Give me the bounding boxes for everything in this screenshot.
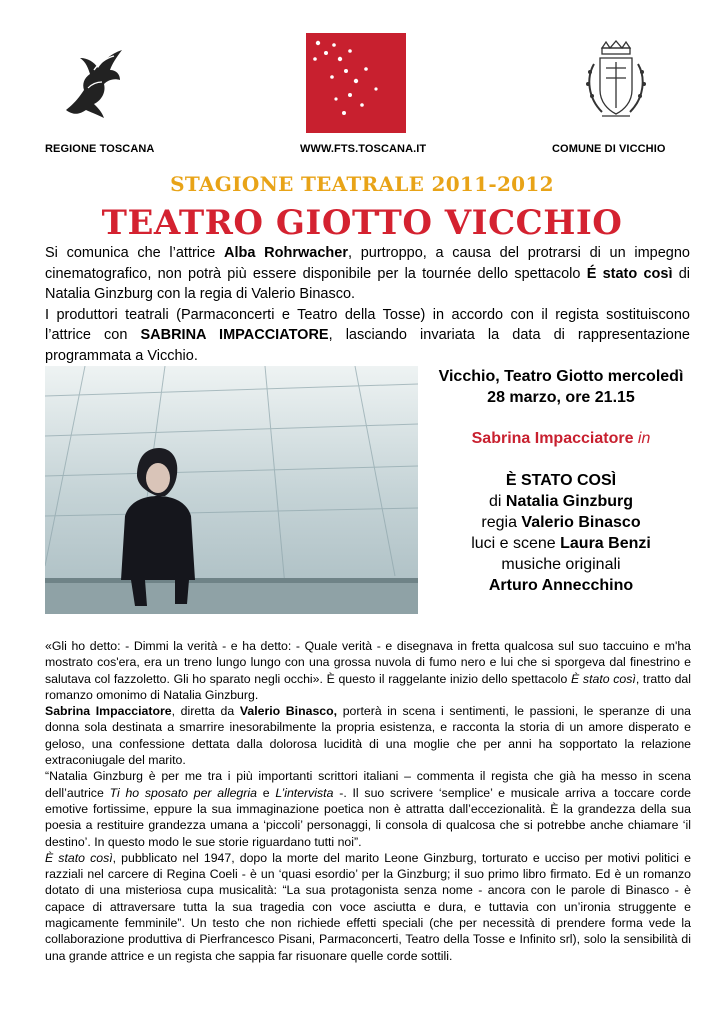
author-name: Natalia Ginzburg [505, 493, 634, 510]
author-prefix: di [488, 493, 506, 510]
body-paragraph-1 [45, 638, 691, 703]
author-line [430, 491, 692, 512]
book-title-inline: È stato così [45, 850, 113, 865]
body-paragraph-4 [45, 850, 691, 964]
show-title-inline: É stato così [586, 265, 673, 282]
comune-label: COMUNE DI VICCHIO [552, 143, 666, 155]
intro-paragraph-2 [45, 305, 690, 367]
actress-name-inline: Sabrina Impacciatore [45, 704, 172, 719]
theatre-title: TEATRO GIOTTO VICCHIO [101, 203, 623, 243]
director-name-inline: Valerio Binasco, [239, 704, 338, 719]
work-title-inline: L’intervista [275, 785, 334, 800]
book-title-inline: È stato così [571, 671, 636, 686]
performer-line [430, 428, 692, 449]
body-paragraph-2 [45, 703, 691, 768]
body-text: , diretta da [171, 704, 240, 719]
body-text: “Natalia Ginzburg è per me tra i più importanti scrittori italiani – commenta il regista che già ha messo in scena dell’autrice [45, 769, 691, 800]
actress-original-name: Alba Rohrwacher [224, 245, 348, 261]
body-text: «Gli ho detto: - Dimmi la verità - e ha detto: - Quale verità - e disegnava in fretta qualcosa sul suo taccuino e m'ha mostrato cos'era, era un treno lungo lungo con una grossa nuvola di fumo nero e lui che si sporgeva dal finestrino e salutava col fazzoletto. Gli ho sparato negli occhi». È questo il raggelante inizio dello spettacolo [45, 639, 691, 686]
regione-toscana-pegasus-logo [58, 40, 128, 124]
article-body [45, 638, 691, 964]
body-text: -. Il suo scrivere ‘semplice’ e musicale arriva a toccare corde emotive fortissime, eppure la sua immaginazione poetica non è attratta dall’eccezionalità. È la grandezza della sua poesia a restituire grandezza umana a ‘piccoli’ personaggi, li consola di qualcosa che si potrebbe anche chiamare ‘il destino’. In questo modo le sue storie riguardano tutti noi”. [45, 785, 692, 849]
season-title: STAGIONE TEATRALE 2011-2012 [170, 172, 554, 196]
lights-line [430, 533, 692, 554]
body-text: e [256, 785, 276, 800]
regione-toscana-label: REGIONE TOSCANA [45, 143, 155, 155]
music-prefix: musiche originali [501, 556, 621, 573]
body-text: , pubblicato nel 1947, dopo la morte del marito Leone Ginzburg, torturato e ucciso per motivi politici e razziali nel carcere di Regina Coeli - è un ‘quasi esordio’ per la Ginzburg; il suo primo libro firmato. Ed è un romanzo dotato di una misteriosa cupa musicalità: “La sua protagonista senza nome - ancora con le parole di Binasco - è capace di attraversare tutta la sua tragedia con voce asciutta e dura, e tuttavia con un’ironia struggente e magicamente femminile”. Un testo che non richiede effetti speciali (che per necessità di prendere forma vede la collaborazione produttiva di Pierfrancesco Pisani, Parmaconcerti, Teatro della Tosse e Infinito srl), solo la sensibilità di una grande attrice e un regista che sappia far risuonare quelle corde sottili. [45, 850, 691, 963]
intro-text: Si comunica che l’attrice [45, 245, 225, 261]
lights-name: Laura Benzi [560, 535, 651, 552]
website-label: WWW.FTS.TOSCANA.IT [300, 143, 427, 155]
performer-name: Sabrina Impacciatore [471, 430, 634, 447]
show-title: È STATO COSÌ [505, 472, 617, 489]
intro-text: , lasciando invariata la data di rappresentazione programmata a Vicchio. [45, 327, 690, 364]
event-place-date: Vicchio, Teatro Giotto mercoledì 28 marzo, ore 21.15 [438, 368, 684, 406]
music-name: Arturo Annecchino [488, 577, 634, 594]
intro-text: , purtroppo, a causa del protrarsi di un impegno cinematografico, non potrà più essere disponibile per la tournée dello spettacolo [45, 245, 690, 282]
event-details [430, 366, 692, 596]
intro-text: I produttori teatrali (Parmaconcerti e Teatro della Tosse) in accordo con il regista sostituiscono l’attrice con [45, 306, 690, 343]
comune-di-vicchio-crest-logo [576, 38, 656, 128]
director-name: Valerio Binasco [521, 514, 641, 531]
actress-replacement-name: SABRINA IMPACCIATORE [140, 327, 329, 343]
intro-announcement [45, 243, 690, 366]
intro-paragraph-1 [45, 243, 690, 305]
intro-text: di Natalia Ginzburg con la regia di Valerio Binasco. [45, 265, 690, 302]
director-prefix: regia [481, 514, 522, 531]
performer-in: in [637, 430, 651, 447]
body-text: porterà in scena i sentimenti, le passioni, le speranze di una donna sola destinata a smarrire inesorabilmente la propria esistenza, e racconta la storia di un amore disperato e geloso, una confessione dettata dalla dolorosa lucidità di una moglie che per anni ha sopportato la relazione extraconiugale del marito. [45, 704, 691, 768]
work-title-inline: Ti ho sposato per allegria [109, 785, 257, 800]
actress-photo [45, 366, 418, 614]
body-text: , tratto dal romanzo omonimo di Natalia Ginzburg. [45, 671, 692, 702]
body-paragraph-3 [45, 768, 691, 849]
director-line [430, 512, 692, 533]
lights-prefix: luci e scene [471, 535, 561, 552]
fts-stars-logo [306, 33, 406, 133]
